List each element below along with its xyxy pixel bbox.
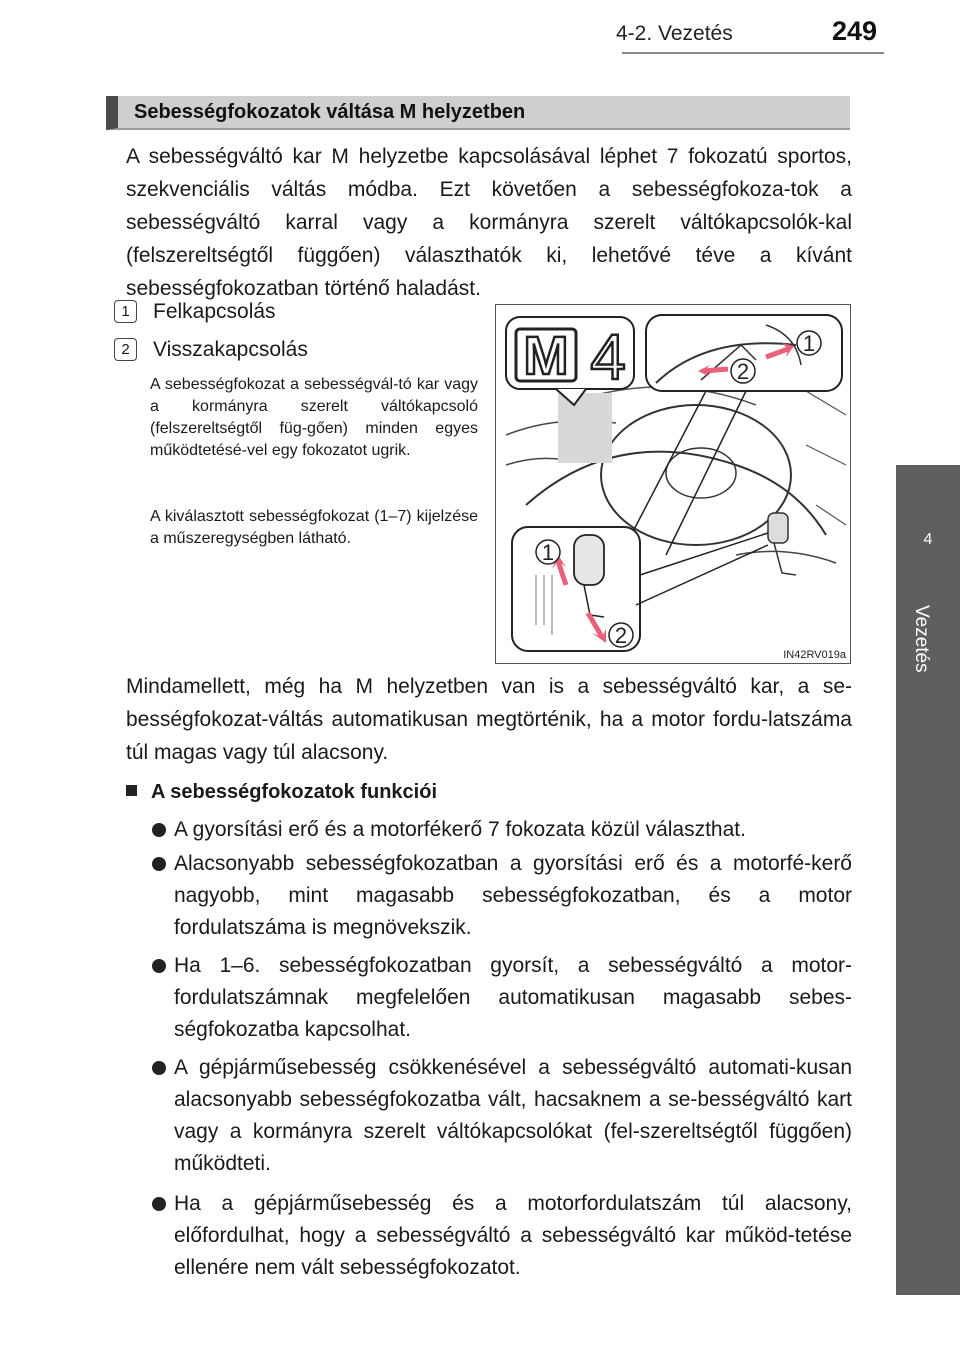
item-number-badge: 2 [114, 338, 137, 361]
callout-label: 2 [614, 623, 628, 648]
section-title-bar [106, 96, 850, 130]
chapter-label: Vezetés [911, 605, 932, 673]
list-item [152, 950, 852, 1046]
item-number-badge: 1 [114, 300, 137, 323]
note-step: A sebességfokozat a sebességvál-tó kar vagy a kormányra szerelt váltókapcsoló (felszereltségtől füg-gően) minden egyes működtetésé-vel egy fokozatot ugrik. [150, 376, 478, 459]
bullet-text: Ha a gépjárműsebesség és a motorfordulatszám túl alacsony, előfordulhat, hogy a sebességváltó a sebességváltó kar működ-tetése ellenére nem vált sebességfokozatot. [174, 1192, 852, 1279]
display-mode-letter: M [523, 326, 569, 386]
chapter-tab[interactable] [896, 465, 960, 1295]
section-title: Sebességfokozatok váltása M helyzetben [134, 101, 526, 123]
list-item [152, 1188, 852, 1284]
list-item [152, 1052, 852, 1180]
bullet-text: Alacsonyabb sebességfokozatban a gyorsítási erő és a motorfé-kerő nagyobb, mint magasabb sebességfokozatban, és a motor fordulatszáma is megnövekszik. [174, 852, 852, 939]
item-downshift [114, 338, 308, 362]
bullet-icon [152, 959, 166, 973]
shift-illustration [495, 304, 851, 664]
subsection-title: A sebességfokozatok funkciói [151, 781, 437, 803]
item-upshift [114, 300, 276, 324]
shift-illustration-svg [496, 305, 850, 663]
figure-code: IN42RV019a [783, 649, 846, 661]
note-display: A kiválasztott sebességfokozat (1–7) kijelzése a műszeregységben látható. [150, 508, 478, 547]
chapter-number: 4 [923, 531, 933, 548]
callout-label: 1 [541, 540, 555, 565]
bullet-icon [152, 823, 166, 837]
bullet-icon [152, 1197, 166, 1211]
bullet-text: Ha 1–6. sebességfokozatban gyorsít, a sebességváltó a motor-fordulatszámnak megfelelően automatikusan magasabb sebes-ségfokozatba kapcsolhat. [174, 954, 852, 1041]
callout-label: 2 [736, 359, 750, 384]
bullet-icon [152, 857, 166, 871]
list-item [152, 814, 852, 846]
callout-label: 1 [802, 331, 816, 356]
header-rule [622, 52, 884, 54]
bullet-text: A gyorsítási erő és a motorfékerő 7 fokozata közül választhat. [174, 818, 746, 841]
subsection-heading [126, 781, 437, 804]
auto-shift-paragraph: Mindamellett, még ha M helyzetben van is a sebességváltó kar, a se-bességfokozat-váltás automatikusan megtörténik, ha a motor fordu-latszáma túl magas vagy túl alacsony. [126, 675, 852, 764]
page-number: 249 [832, 16, 878, 46]
bullet-icon [152, 1061, 166, 1075]
item-label: Felkapcsolás [153, 300, 276, 323]
downshift-arrow [704, 369, 728, 371]
running-header-section: 4-2. Vezetés [616, 22, 733, 45]
display-gear-number: 4 [590, 321, 626, 393]
intro-paragraph: A sebességváltó kar M helyzetbe kapcsolásával léphet 7 fokozatú sportos, szekvenciális váltás módba. Ezt követően a sebességfokoza-tok a sebességváltó karral vagy a kormányra szerelt váltókapcsolók-kal (felszereltségtől függően) választhatók ki, lehetővé téve a kívánt sebességfokozatban történő haladást. [126, 145, 852, 300]
square-bullet-icon [126, 785, 137, 796]
item-label: Visszakapcsolás [153, 338, 308, 361]
bullet-text: A gépjárműsebesség csökkenésével a sebességváltó automati-kusan alacsonyabb sebességfokozatba vált, hacsaknem a se-bességváltó kart vagy a kormányra szerelt váltókapcsolókat (fel-szereltségtől függően) működteti. [174, 1056, 852, 1175]
list-item [152, 848, 852, 944]
